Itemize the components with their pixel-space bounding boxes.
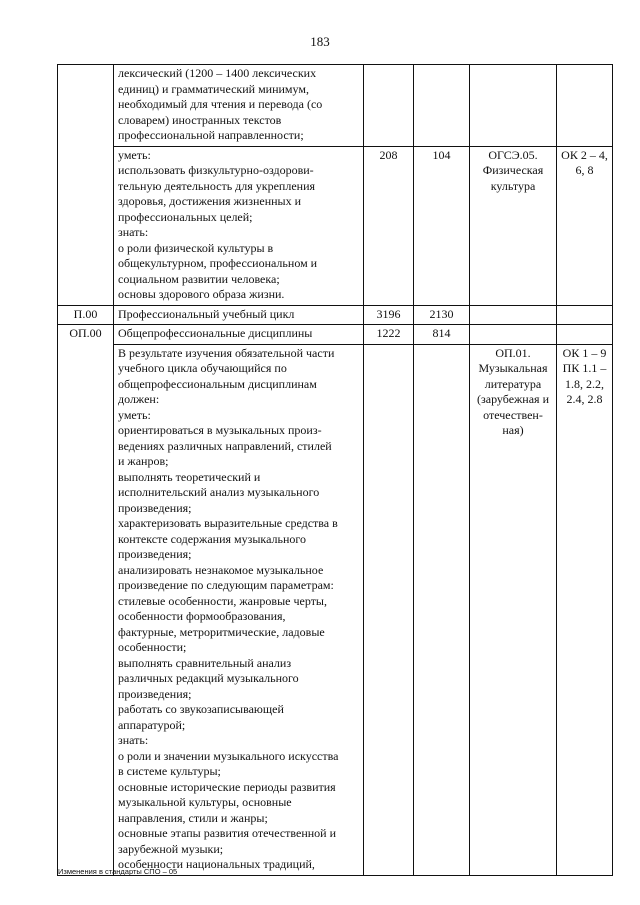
page-number: 183: [310, 34, 330, 49]
mandatory-load-cell: [414, 344, 470, 875]
description-line: различных редакций музыкального: [118, 671, 299, 685]
description-line: основы здорового образа жизни.: [118, 287, 285, 301]
description-cell: [114, 344, 364, 875]
description-line: учебного цикла обучающийся по: [118, 361, 287, 375]
description-cell: [114, 305, 364, 325]
description-line: выполнять теоретический и: [118, 469, 261, 484]
description-cell: [114, 146, 364, 305]
competencies-cell: [557, 325, 613, 345]
description-line: знать:: [118, 733, 149, 747]
description-line: социальном развитии человека;: [118, 271, 280, 286]
description-line: о роли и значении музыкального искусства: [118, 748, 339, 763]
row-index-cell: П.00: [58, 305, 114, 325]
description-line: особенности национальных традиций,: [118, 857, 315, 871]
description-line: зарубежной музыки;: [118, 841, 224, 856]
mandatory-load-cell: 814: [414, 325, 470, 345]
description-line: тельную деятельность для укрепления: [118, 178, 316, 193]
max-load-cell: 208: [364, 146, 414, 305]
mandatory-load-cell: 2130: [414, 305, 470, 325]
max-load-cell: [364, 65, 414, 147]
description-line: профессиональных целей;: [118, 209, 253, 224]
description-line: в системе культуры;: [118, 764, 221, 778]
discipline-code-cell: ОГСЭ.05. Физическая культура: [470, 146, 557, 305]
description-line: основные этапы развития отечественной и: [118, 826, 337, 840]
description-line: стилевые особенности, жанровые черты,: [118, 593, 327, 608]
description-line: уметь:: [118, 147, 151, 162]
discipline-code-cell: [470, 305, 557, 325]
table-row: [58, 305, 613, 325]
max-load-cell: 1222: [364, 325, 414, 345]
description-line: Профессиональный учебный цикл: [118, 306, 295, 321]
description-line: аппаратурой;: [118, 717, 186, 732]
mandatory-load-cell: 104: [414, 146, 470, 305]
description-line: особенности формообразования,: [118, 609, 286, 623]
description-line: профессиональной направленности;: [118, 128, 304, 142]
mandatory-load-cell: [414, 65, 470, 147]
description-line: должен:: [118, 392, 160, 406]
description-line: основные исторические периоды развития: [118, 779, 336, 794]
description-cell: [114, 65, 364, 147]
description-line: характеризовать выразительные средства в: [118, 516, 338, 530]
description-line: ведениях различных направлений, стилей: [118, 438, 332, 453]
table-row: [58, 146, 613, 305]
competencies-cell: ОК 1 – 9 ПК 1.1 – 1.8, 2.2, 2.4, 2.8: [557, 344, 613, 875]
description-line: словарем) иностранных текстов: [118, 112, 282, 127]
description-line: здоровья, достижения жизненных и: [118, 194, 302, 208]
curriculum-table: [57, 64, 613, 876]
description-line: произведения;: [118, 500, 192, 515]
table-row: [58, 65, 613, 147]
table-row: [58, 325, 613, 345]
description-line: о роли физической культуры в: [118, 240, 274, 255]
competencies-cell: [557, 305, 613, 325]
description-line: общепрофессиональным дисциплинам: [118, 376, 317, 391]
discipline-code-cell: [470, 325, 557, 345]
description-line: выполнять сравнительный анализ: [118, 655, 292, 670]
description-line: необходимый для чтения и перевода (со: [118, 97, 323, 111]
description-line: работать со звукозаписывающей: [118, 702, 284, 716]
description-line: знать:: [118, 225, 149, 239]
description-line: произведение по следующим параметрам:: [118, 578, 334, 592]
description-line: произведения;: [118, 547, 192, 561]
description-line: направления, стили и жанры;: [118, 810, 268, 825]
max-load-cell: [364, 344, 414, 875]
description-line: исполнительский анализ музыкального: [118, 485, 320, 499]
description-cell: [114, 325, 364, 345]
table-row: [58, 344, 613, 875]
description-line: произведения;: [118, 686, 192, 701]
max-load-cell: 3196: [364, 305, 414, 325]
description-line: общекультурном, профессиональном и: [118, 256, 318, 270]
description-line: фактурные, метроритмические, ладовые: [118, 624, 325, 639]
description-line: ориентироваться в музыкальных произ-: [118, 423, 322, 437]
footer-note: Изменения в стандарты СПО – 05: [58, 867, 178, 876]
description-line: анализировать незнакомое музыкальное: [118, 562, 324, 577]
description-line: музыкальной культуры, основные: [118, 795, 292, 809]
description-line: лексический (1200 – 1400 лексических: [118, 66, 317, 80]
description-line: контексте содержания музыкального: [118, 531, 307, 546]
discipline-code-cell: ОП.01. Музыкальная литература (зарубежная и отечествен-ная): [470, 344, 557, 875]
discipline-code-cell: [470, 65, 557, 147]
description-line: особенности;: [118, 640, 187, 654]
description-line: единиц) и грамматический минимум,: [118, 81, 309, 96]
row-index-cell: ОП.00: [58, 325, 114, 876]
row-index-cell: [58, 65, 114, 306]
description-line: использовать физкультурно-оздорови-: [118, 163, 314, 177]
description-line: Общепрофессиональные дисциплины: [118, 326, 313, 340]
description-line: и жанров;: [118, 454, 169, 468]
description-line: В результате изучения обязательной части: [118, 345, 335, 360]
description-line: уметь:: [118, 407, 151, 422]
competencies-cell: [557, 65, 613, 147]
competencies-cell: ОК 2 – 4, 6, 8: [557, 146, 613, 305]
